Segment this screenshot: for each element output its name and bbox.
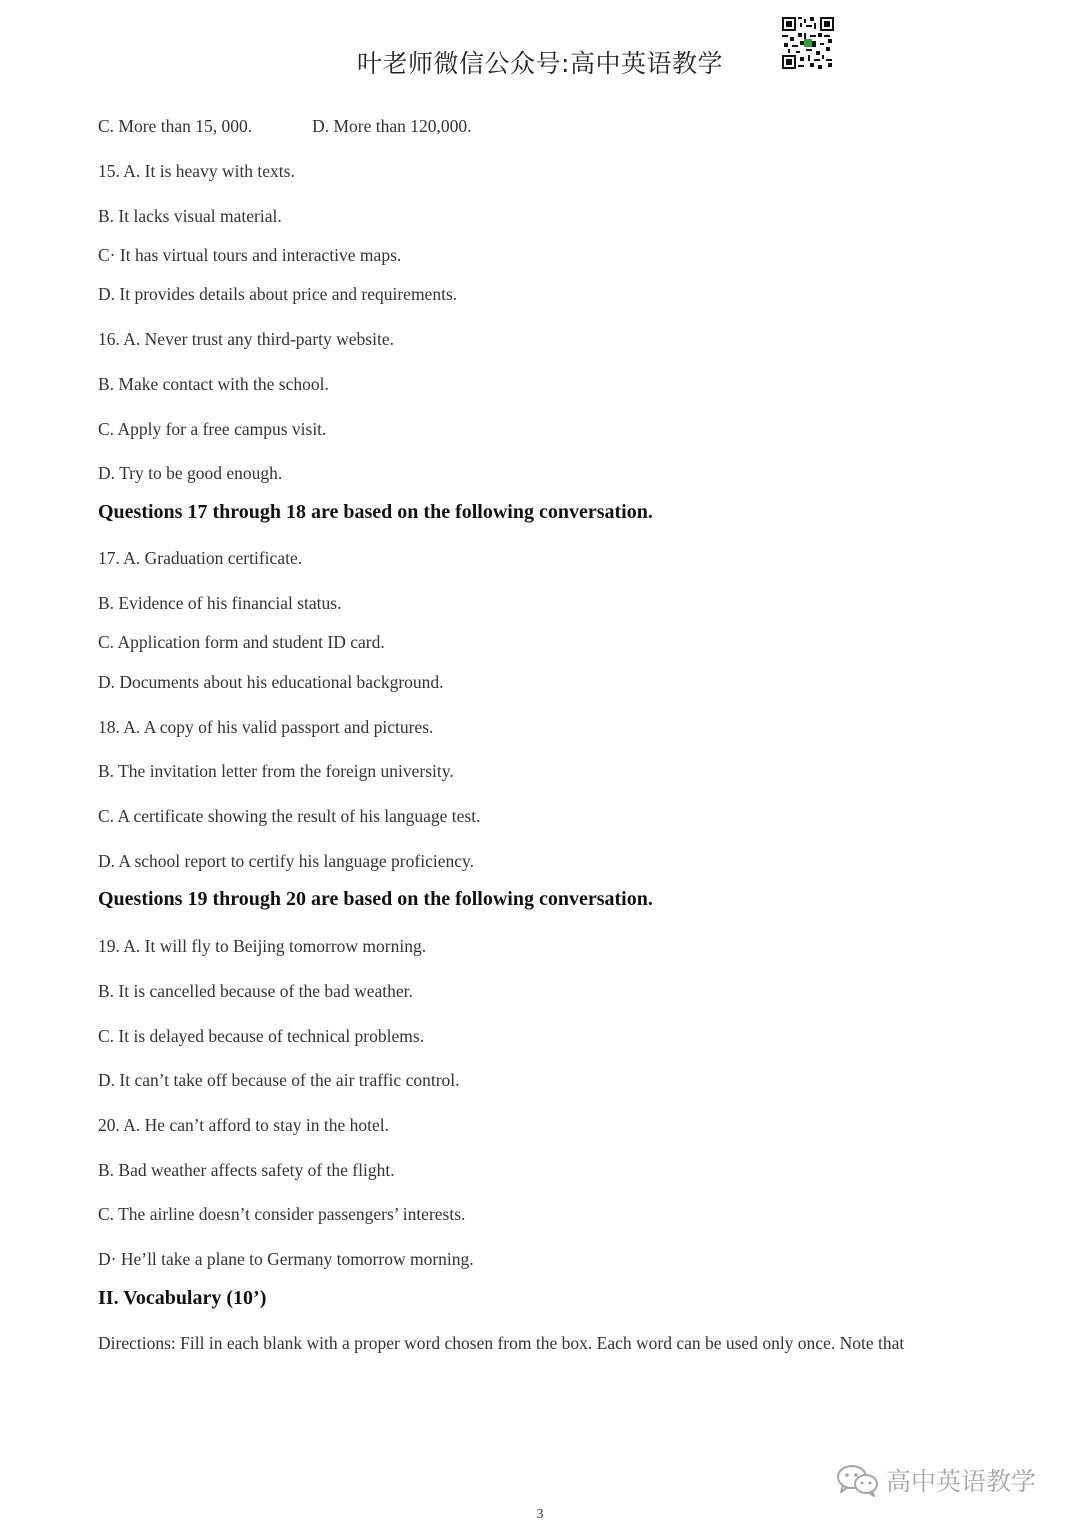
page-number: 3 <box>536 1507 544 1522</box>
option-line: B. Make contact with the school. <box>98 374 329 394</box>
option-line: B. Evidence of his financial status. <box>98 593 342 613</box>
option-line: C. Apply for a free campus visit. <box>98 419 327 439</box>
option-line: B. The invitation letter from the foreign university. <box>98 761 454 781</box>
option-line: D· He’ll take a plane to Germany tomorrow morning. <box>98 1249 474 1269</box>
watermark <box>836 1462 1036 1498</box>
question-16: 16. A. Never trust any third-party website. <box>98 329 394 349</box>
section-heading-vocabulary: II. Vocabulary (10’) <box>98 1287 267 1309</box>
option-line: D. It provides details about price and requirements. <box>98 284 458 304</box>
option-line: C. It is delayed because of technical problems. <box>98 1026 425 1046</box>
page-header-title: 叶老师微信公众号:高中英语教学 <box>357 49 723 78</box>
option-d-14: D. More than 120,000. <box>312 116 472 136</box>
question-20: 20. A. He can’t afford to stay in the hotel. <box>98 1115 389 1135</box>
section-heading-19-20: Questions 19 through 20 are based on the following conversation. <box>98 888 653 910</box>
qr-code-icon <box>782 17 834 69</box>
section-heading-17-18: Questions 17 through 18 are based on the following conversation. <box>98 501 653 523</box>
question-17: 17. A. Graduation certificate. <box>98 548 303 568</box>
option-c-14: C. More than 15, 000. <box>98 116 253 136</box>
option-line: C· It has virtual tours and interactive maps. <box>98 245 402 265</box>
option-line: C. A certificate showing the result of his language test. <box>98 806 481 826</box>
question-15: 15. A. It is heavy with texts. <box>98 161 295 181</box>
question-18: 18. A. A copy of his valid passport and pictures. <box>98 717 434 737</box>
option-line <box>98 116 472 137</box>
option-line: B. It is cancelled because of the bad weather. <box>98 981 413 1001</box>
option-line: D. It can’t take off because of the air traffic control. <box>98 1070 460 1090</box>
directions-text: Directions: Fill in each blank with a proper word chosen from the box. Each word can be used only once. Note that <box>98 1333 905 1353</box>
option-line: C. The airline doesn’t consider passengers’ interests. <box>98 1204 466 1224</box>
watermark-text: 高中英语教学 <box>886 1467 1037 1496</box>
option-line: B. Bad weather affects safety of the flight. <box>98 1160 395 1180</box>
option-line: D. A school report to certify his language proficiency. <box>98 851 474 871</box>
question-19: 19. A. It will fly to Beijing tomorrow morning. <box>98 936 427 956</box>
option-line: D. Try to be good enough. <box>98 463 283 483</box>
wechat-icon <box>836 1463 880 1497</box>
option-line: D. Documents about his educational background. <box>98 672 444 692</box>
option-line: B. It lacks visual material. <box>98 206 282 226</box>
option-line: C. Application form and student ID card. <box>98 632 385 652</box>
